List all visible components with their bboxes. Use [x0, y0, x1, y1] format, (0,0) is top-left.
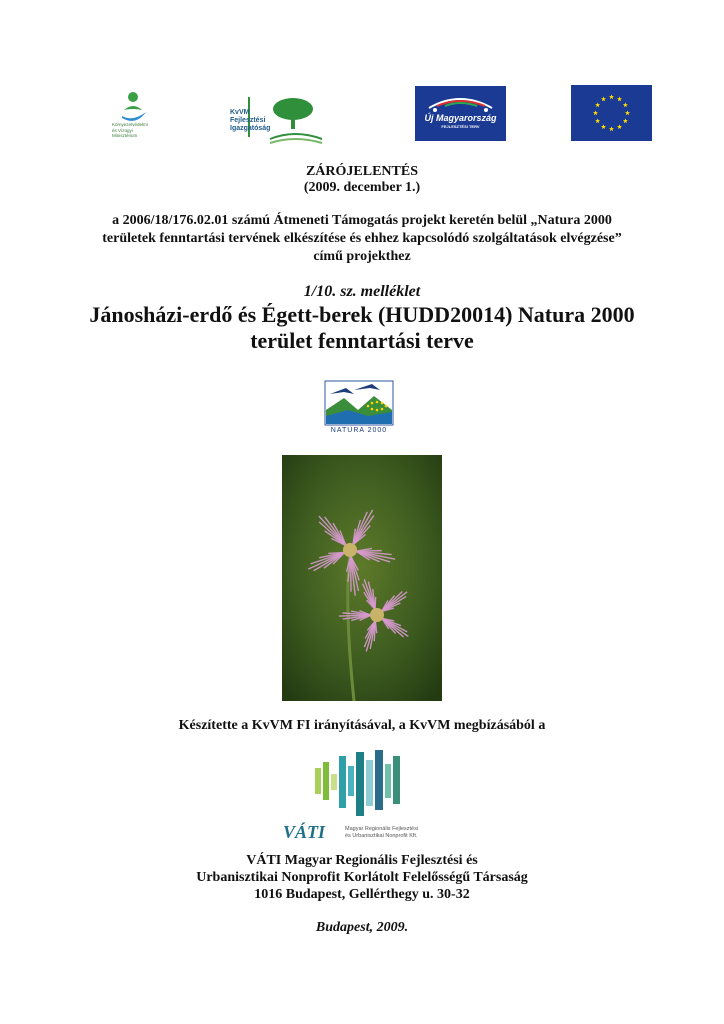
- org-address: 1016 Budapest, Gellérthegy u. 30-32: [254, 887, 470, 902]
- kvvm-logo: [230, 95, 325, 145]
- eu-flag: [571, 85, 652, 141]
- org-line-1: VÁTI Magyar Regionális Fejlesztési és: [246, 853, 478, 868]
- main-title-line-1: Jánosházi-erdő és Égett-berek (HUDD20014) Natura 2000: [89, 302, 635, 327]
- project-description: [0, 212, 724, 266]
- annex-number: 1/10. sz. melléklet: [303, 283, 421, 300]
- main-title: [0, 302, 724, 354]
- kvvm-text-3: Igazgatóság: [230, 125, 271, 132]
- vati-sub-2: és Urbanisztikai Nonprofit Kft.: [345, 833, 418, 839]
- kvvm-text-1: KvVM: [230, 109, 250, 116]
- umft-sub: FEJLESZTÉSI TERV: [441, 124, 480, 129]
- main-title-line-2: terület fenntartási terve: [250, 328, 474, 353]
- project-line-2: területek fenntartási tervének elkészítése és ehhez kapcsolódó szolgáltatások elvégzése”: [102, 231, 622, 246]
- ministry-caption-1: Környezetvédelmi: [112, 122, 148, 127]
- org-line-2: Urbanisztikai Nonprofit Korlátolt Felelősségű Társaság: [196, 870, 528, 885]
- ministry-caption-2: és Vízügyi: [112, 127, 133, 133]
- report-title: ZÁRÓJELENTÉS: [305, 164, 419, 179]
- report-date: (2009. december 1.): [303, 180, 421, 195]
- project-line-1: a 2006/18/176.02.01 számú Átmeneti Támogatás projekt keretén belül „Natura 2000: [112, 213, 612, 228]
- umft-logo: [415, 86, 506, 141]
- place-date: Budapest, 2009.: [315, 920, 409, 935]
- vati-sub-1: Magyar Regionális Fejlesztési: [345, 826, 419, 832]
- organization-block: [0, 852, 724, 903]
- flower-photo: [282, 455, 442, 701]
- kvvm-text-2: Fejlesztési: [230, 117, 266, 124]
- umft-title: Új Magyarország: [424, 113, 497, 123]
- ministry-caption-3: Minisztérium: [112, 133, 138, 138]
- vati-name: VÁTI: [283, 822, 326, 842]
- natura-2000-logo: [324, 380, 394, 438]
- project-line-3: című projekthez: [313, 249, 411, 264]
- vati-logo: [283, 748, 453, 848]
- natura-caption: NATURA 2000: [330, 427, 388, 434]
- ministry-logo: [112, 88, 162, 150]
- credit-line: Készítette a KvVM FI irányításával, a KvVM megbízásából a: [178, 718, 546, 733]
